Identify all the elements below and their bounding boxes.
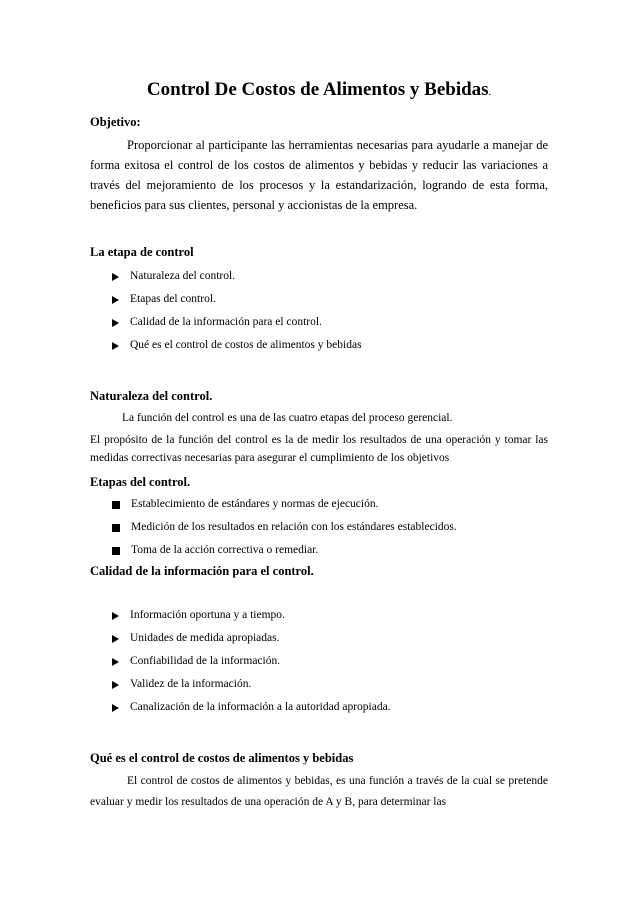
triangle-bullet-icon — [112, 273, 119, 281]
objetivo-heading: Objetivo: — [90, 115, 141, 129]
etapas-list — [90, 493, 548, 562]
list-item: Establecimiento de estándares y normas de ejecución. — [112, 493, 548, 516]
triangle-bullet-icon — [112, 704, 119, 712]
square-bullet-icon — [112, 547, 120, 555]
que-es-paragraph: El control de costos de alimentos y bebidas, es una función a través de la cual se pretende evaluar y medir los resultados de una operación de A y B, para determinar las — [90, 775, 548, 808]
etapa-heading: La etapa de control — [90, 245, 194, 259]
title-text: Control De Costos de Alimentos y Bebidas — [146, 79, 489, 100]
list-item: Validez de la información. — [112, 673, 548, 696]
title-dot: . — [488, 87, 492, 98]
etapa-list — [90, 265, 548, 357]
naturaleza-heading: Naturaleza del control. — [90, 389, 213, 403]
triangle-bullet-icon — [112, 319, 119, 327]
list-item: Toma de la acción correctiva o remediar. — [112, 539, 548, 562]
triangle-bullet-icon — [112, 342, 119, 350]
etapas-heading: Etapas del control. — [90, 475, 191, 489]
triangle-bullet-icon — [112, 296, 119, 304]
list-item: Información oportuna y a tiempo. — [112, 604, 548, 627]
document-title — [90, 78, 548, 105]
list-item: Unidades de medida apropiadas. — [112, 627, 548, 650]
list-item: Calidad de la información para el control. — [112, 311, 548, 334]
document-page — [90, 78, 548, 813]
list-item: Qué es el control de costos de alimentos y bebidas — [112, 334, 548, 357]
calidad-list — [90, 604, 548, 719]
que-es-heading: Qué es el control de costos de alimentos y bebidas — [90, 751, 354, 765]
calidad-heading: Calidad de la información para el control. — [90, 564, 314, 578]
triangle-bullet-icon — [112, 681, 119, 689]
list-item: Medición de los resultados en relación con los estándares establecidos. — [112, 516, 548, 539]
list-item: Canalización de la información a la autoridad apropiada. — [112, 696, 548, 719]
list-item: Naturaleza del control. — [112, 265, 548, 288]
square-bullet-icon — [112, 501, 120, 509]
list-item: Etapas del control. — [112, 288, 548, 311]
naturaleza-paragraph-1: La función del control es una de las cuatro etapas del proceso gerencial. — [122, 412, 453, 424]
naturaleza-paragraph-2: El propósito de la función del control es la de medir los resultados de una operación y tomar las medidas correctivas necesarias para asegurar el cumplimiento de los objetivos — [90, 434, 548, 464]
objetivo-paragraph: Proporcionar al participante las herramientas necesarias para ayudarle a manejar de forma exitosa el control de los costos de alimentos y bebidas y reducir las variaciones a través del mejoramiento de los procesos y la estandarización, logrando de esta forma, beneficios para sus clientes, personal y accionistas de la empresa. — [90, 138, 548, 212]
square-bullet-icon — [112, 524, 120, 532]
triangle-bullet-icon — [112, 635, 119, 643]
triangle-bullet-icon — [112, 658, 119, 666]
list-item: Confiabilidad de la información. — [112, 650, 548, 673]
triangle-bullet-icon — [112, 612, 119, 620]
